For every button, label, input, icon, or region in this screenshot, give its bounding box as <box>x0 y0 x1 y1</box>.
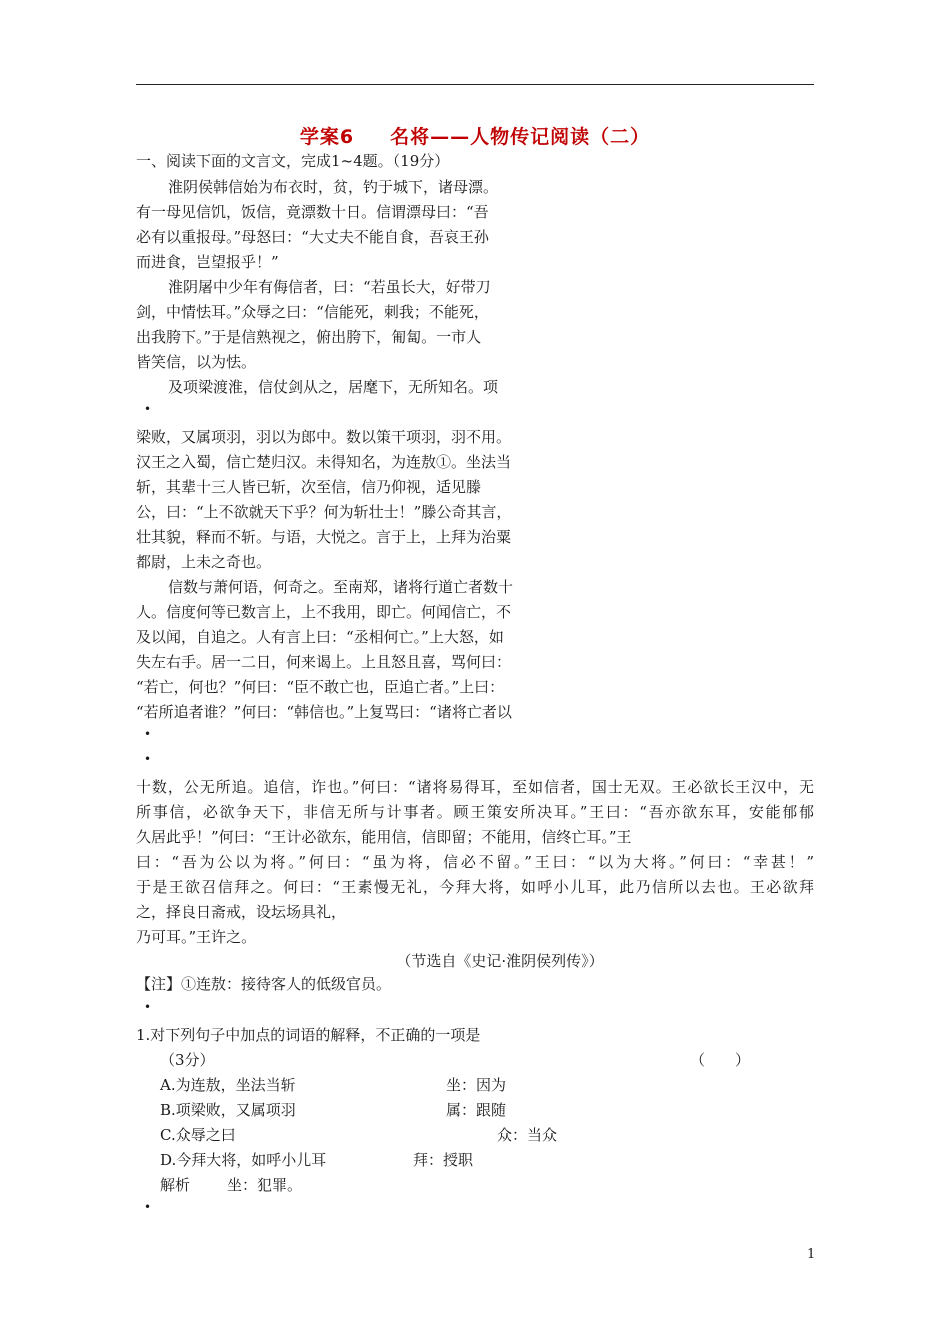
option-c-gloss: 众：当众 <box>497 1126 558 1144</box>
option-a-gloss: 坐：因为 <box>446 1076 507 1094</box>
bullet-dot: • <box>144 1000 152 1014</box>
text-line: “若所追者谁？”何曰：“韩信也。”上复骂曰：“诸将亡者以 <box>136 703 512 721</box>
text-line: 公，曰：“上不欲就天下乎？何为斩壮士！”滕公奇其言， <box>136 503 512 521</box>
text-line: 必有以重报母。”母怒曰：“大丈夫不能自食，吾哀王孙 <box>136 228 489 246</box>
option-b-gloss: 属：跟随 <box>446 1101 507 1119</box>
text-line: 乃可耳。”王许之。 <box>136 928 257 946</box>
text-line: 失左右手。居一二日，何来谒上。上且怒且喜，骂何曰： <box>136 653 512 671</box>
text-line: 于是王欲召信拜之。何曰：“王素慢无礼，今拜大将，如呼小儿耳，此乃信所以去也。王必欲拜 <box>136 878 814 896</box>
text-line: 淮阴侯韩信始为布衣时，贫，钓于城下，诸母漂。 <box>168 178 499 196</box>
text-line: 信数与萧何语，何奇之。至南郑，诸将行道亡者数十 <box>168 578 514 596</box>
text-line: 斩，其辈十三人皆已斩，次至信，信乃仰视，适见滕 <box>136 478 482 496</box>
option-a: A.为连敖，坐法当斩 <box>160 1076 296 1094</box>
answer-blank[interactable]: （ ） <box>690 1051 751 1069</box>
title-lesson: 学案6 <box>299 126 355 148</box>
page-number: 1 <box>807 1247 816 1262</box>
text-line: 之，择良日斋戒，设坛场具礼， <box>136 903 347 921</box>
title-topic: 名将——人物传记阅读（二） <box>390 126 651 148</box>
text-line: 人。信度何等已数言上，上不我用，即亡。何闻信亡，不 <box>136 603 512 621</box>
text-line: 及以闻，自追之。人有言上曰：“丞相何亡。”上大怒，如 <box>136 628 504 646</box>
bullet-dot: • <box>144 727 152 741</box>
text-line: 汉王之入蜀，信亡楚归汉。未得知名，为连敖①。坐法当 <box>136 453 512 471</box>
option-c: C.众辱之曰 <box>160 1126 236 1144</box>
text-line: 淮阴屠中少年有侮信者，曰：“若虽长大，好带刀 <box>168 278 491 296</box>
bullet-dot: • <box>144 1200 152 1214</box>
text-line: 壮其貌，释而不斩。与语，大悦之。言于上，上拜为治粟 <box>136 528 512 546</box>
text-line: 都尉，上未之奇也。 <box>136 553 272 571</box>
page-title <box>0 122 950 149</box>
text-line: 十数，公无所追。追信，诈也。”何曰：“诸将易得耳，至如信者，国士无双。王必欲长王汉中，无 <box>136 778 814 796</box>
text-line: 出我胯下。”于是信熟视之，俯出胯下，匍匐。一市人 <box>136 328 482 346</box>
option-d: D.今拜大将，如呼小儿耳 <box>160 1151 327 1169</box>
section-heading: 一、阅读下面的文言文，完成1~4题。（19分） <box>136 152 450 170</box>
text-line: 梁败，又属项羽，羽以为郎中。数以策干项羽，羽不用。 <box>136 428 512 446</box>
option-d-gloss: 拜：授职 <box>413 1151 474 1169</box>
text-line: 皆笑信，以为怯。 <box>136 353 257 371</box>
text-line: 所事信，必欲争天下，非信无所与计事者。顾王策安所决耳。”王曰：“吾亦欲东耳，安能郁郁 <box>136 803 814 821</box>
text-line: 曰：“吾为公以为将。”何曰：“虽为将，信必不留。”王曰：“以为大将。”何曰：“幸甚！” <box>136 853 814 871</box>
header-rule <box>136 84 814 85</box>
text-line: 久居此乎！”何曰：“王计必欲东，能用信，信即留；不能用，信终亡耳。”王 <box>136 828 632 846</box>
analysis-label: 解析 <box>160 1176 191 1194</box>
question-stem: 1.对下列句子中加点的词语的解释，不正确的一项是 <box>136 1026 481 1044</box>
text-line: 剑，中情怯耳。”众辱之曰：“信能死，刺我；不能死， <box>136 303 489 321</box>
text-line: 而进食，岂望报乎！” <box>136 253 279 271</box>
analysis-text: 坐：犯罪。 <box>227 1176 303 1194</box>
option-b: B.项梁败，又属项羽 <box>160 1101 296 1119</box>
question-score: （3分） <box>160 1051 215 1069</box>
source-citation: （节选自《史记·淮阴侯列传》） <box>396 952 604 970</box>
footnote: 【注】①连敖：接待客人的低级官员。 <box>136 975 392 993</box>
text-line: 及项梁渡淮，信仗剑从之，居麾下，无所知名。项 <box>168 378 499 396</box>
bullet-dot: • <box>144 752 152 766</box>
text-line: “若亡，何也？”何曰：“臣不敢亡也，臣追亡者。”上曰： <box>136 678 505 696</box>
text-line: 有一母见信饥，饭信，竟漂数十日。信谓漂母曰：“吾 <box>136 203 489 221</box>
bullet-dot: • <box>144 402 152 416</box>
